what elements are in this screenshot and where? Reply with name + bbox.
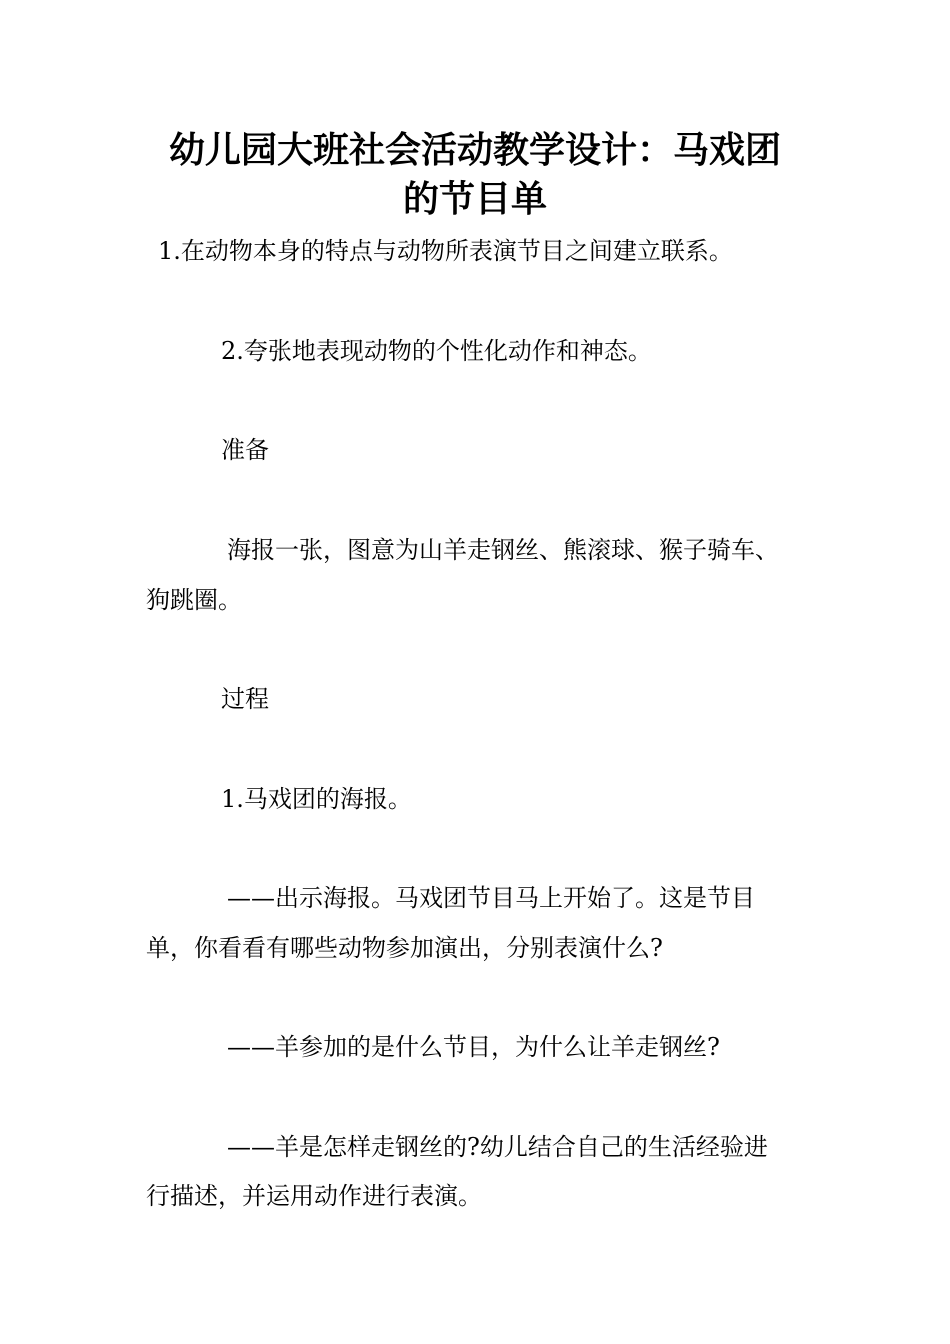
preparation-text-line-2: 狗跳圈。 xyxy=(146,586,242,614)
section-heading-process: 过程 xyxy=(221,685,269,713)
objective-2: 2.夸张地表现动物的个性化动作和神态。 xyxy=(221,337,652,365)
process-step-1: 1.马戏团的海报。 xyxy=(221,785,412,813)
process-text-1-line-1: ——出示海报。马戏团节目马上开始了。这是节目 xyxy=(227,884,755,912)
preparation-text-line-1: 海报一张，图意为山羊走钢丝、熊滚球、猴子骑车、 xyxy=(227,536,779,564)
process-text-3-line-2: 行描述，并运用动作进行表演。 xyxy=(146,1182,482,1210)
document-title-line-2: 的节目单 xyxy=(402,179,547,220)
objective-1: 1.在动物本身的特点与动物所表演节目之间建立联系。 xyxy=(158,237,733,265)
process-text-3-line-1: ——羊是怎样走钢丝的?幼儿结合自己的生活经验进 xyxy=(227,1133,768,1161)
document-title-line-1: 幼儿园大班社会活动教学设计：马戏团 xyxy=(168,130,781,171)
section-heading-preparation: 准备 xyxy=(221,436,269,464)
process-text-2: ——羊参加的是什么节目，为什么让羊走钢丝? xyxy=(227,1033,720,1061)
process-text-1-line-2: 单，你看看有哪些动物参加演出，分别表演什么? xyxy=(146,934,663,962)
